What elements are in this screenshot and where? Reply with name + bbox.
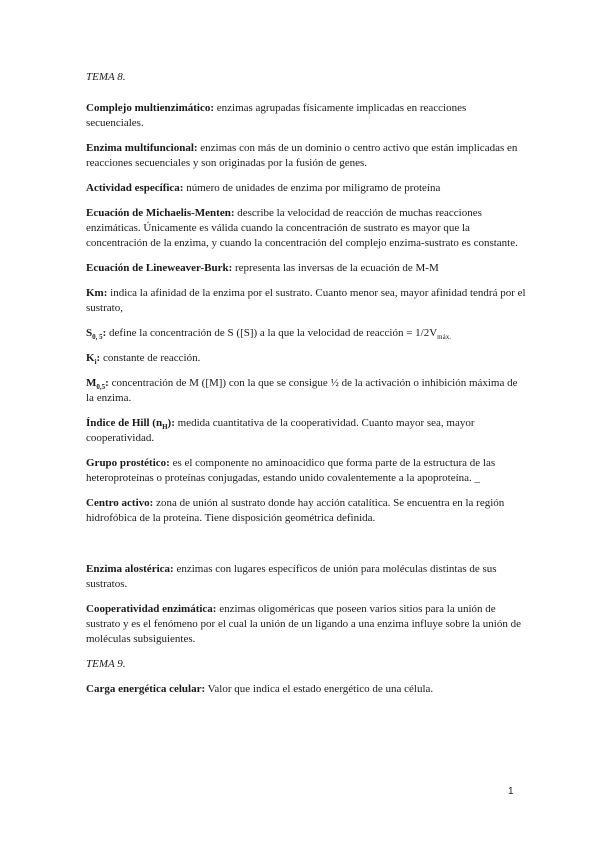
term xyxy=(86,377,109,392)
definition-grupo-prostetico xyxy=(86,456,526,486)
term-end: : xyxy=(105,377,109,389)
section-heading-tema-8: TEMA 8. xyxy=(86,71,126,83)
definition-m05 xyxy=(86,376,526,406)
term: Enzima alostérica: xyxy=(86,563,174,575)
blank-space xyxy=(86,536,526,562)
definition-enzima-alosterica xyxy=(86,562,526,592)
definition-ki xyxy=(86,351,526,366)
definition-text: enzimas agrupadas físicamente implicadas en reacciones secuenciales. xyxy=(86,102,467,129)
definition-indice-hill xyxy=(86,416,526,446)
definition-text: es el componente no aminoacídico que forma parte de la estructura de las heteroproteínas o proteínas conjugadas, estando unido covalentemente a la apoproteína. _ xyxy=(86,457,496,484)
definition-text: indica la afinidad de la enzima por el sustrato. Cuanto menor sea, mayor afinidad tendrá por el sustrato, xyxy=(86,287,526,314)
definition-text: enzimas con lugares específicos de unión para moléculas distintas de sus sustratos. xyxy=(86,563,497,590)
definition-text: representa las inversas de la ecuación de M-M xyxy=(232,262,439,274)
term-subscript: 0, 5 xyxy=(92,333,103,342)
definition-s05 xyxy=(86,326,526,341)
term: Ecuación de Michaelis-Menten: xyxy=(86,207,235,219)
definition-km xyxy=(86,286,526,316)
definition-centro-activo xyxy=(86,496,526,526)
term-end: : xyxy=(96,352,101,364)
term: Cooperatividad enzimática: xyxy=(86,603,217,615)
section-heading-tema-9: TEMA 9. xyxy=(86,658,126,670)
definition-text: Valor que indica el estado energético de una célula. xyxy=(205,683,434,695)
definition-complejo-multienzimatico xyxy=(86,101,526,131)
definition-carga-energetica xyxy=(86,682,526,697)
definition-michaelis-menten xyxy=(86,206,526,251)
definition-text: enzimas con más de un dominio o centro activo que están implicadas en reacciones secuenciales y son originadas por la fusión de genes. xyxy=(86,142,518,169)
term-main: M xyxy=(86,377,97,389)
term-end: : xyxy=(102,327,107,339)
term: Km: xyxy=(86,287,108,299)
definition-cooperatividad-enzimatica xyxy=(86,602,526,647)
definition-text: describe la velocidad de reacción de muchas reacciones enzimáticas. Únicamente es válida cuando la concentración de sustrato es mayor que la concentración de la enzima, y cuando la concentración del complejo enzima-sustrato es constante. xyxy=(86,207,518,249)
definition-actividad-especifica xyxy=(86,181,526,196)
document-body xyxy=(86,70,526,707)
term xyxy=(86,327,107,342)
term xyxy=(86,417,175,432)
term-main: K xyxy=(86,352,95,364)
definition-text: zona de unión al sustrato donde hay acción catalítica. Se encuentra en la región hidrofóbica de la proteína. Tiene disposición geométrica definida. xyxy=(86,497,505,524)
definition-text: medida cuantitativa de la cooperatividad. Cuanto mayor sea, mayor cooperatividad. xyxy=(86,417,475,444)
term-end: ): xyxy=(167,417,175,429)
term: Grupo prostético: xyxy=(86,457,170,469)
term: Enzima multifuncional: xyxy=(86,142,198,154)
term-main: Índice de Hill (n xyxy=(86,417,163,429)
term-subscript: 0,5 xyxy=(96,383,106,392)
term: Complejo multienzimático: xyxy=(86,102,214,114)
definition-text: número de unidades de enzima por miligramo de proteína xyxy=(183,182,441,194)
term: Actividad específica: xyxy=(86,182,184,194)
definition-text: enzimas oligoméricas que poseen varios sitios para la unión de sustrato y es el fenómeno por el cual la unión de un ligando a una enzima influye sobre la unión de moléculas subsiguientes. xyxy=(86,603,521,645)
term: Ecuación de Lineweaver-Burk: xyxy=(86,262,233,274)
definition-text: concentración de M ([M]) con la que se consigue ½ de la activación o inhibición máxima de la enzima. xyxy=(86,377,518,404)
term: Carga energética celular: xyxy=(86,683,206,695)
term-main: S xyxy=(86,327,93,339)
page-number: 1 xyxy=(508,786,514,797)
definition-subscript: máx. xyxy=(437,333,451,342)
term xyxy=(86,352,101,367)
definition-lineweaver-burk xyxy=(86,261,526,276)
definition-enzima-multifuncional xyxy=(86,141,526,171)
definition-text: constante de reacción. xyxy=(100,352,201,364)
term: Centro activo: xyxy=(86,497,154,509)
term-subscript: i xyxy=(94,358,97,367)
definition-text: define la concentración de S ([S]) a la que la velocidad de reacción = 1/2V xyxy=(106,327,438,339)
term-subscript: H xyxy=(162,423,168,432)
